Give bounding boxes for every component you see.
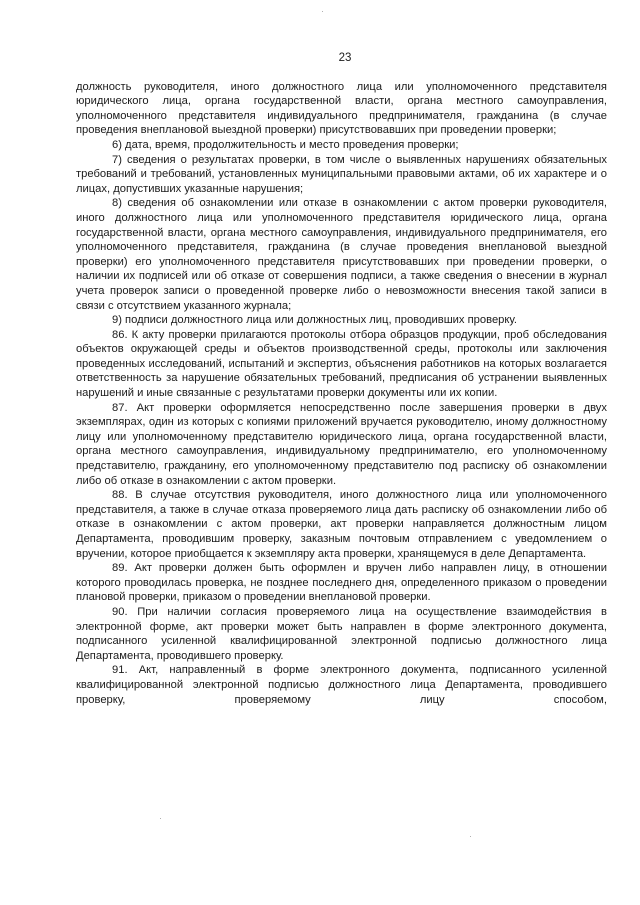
paragraph-8: 88. В случае отсутствия руководителя, иного должностного лица или уполномоченного представителя, а также в случае отказа проверяемого лица дать расписку об ознакомлении либо об отказе в ознакомлении с актом проверки, акт проверки направляется должностным лицом Департамента, проводившим проверку, заказным почтовым отправлением с уведомлением о вручении, которое приобщается к экземпляру акта проверки, хранящемуся в деле Департамента.: [76, 489, 607, 560]
paragraph-1: должность руководителя, иного должностного лица или уполномоченного представителя юридического лица, органа государственной власти, органа местного самоуправления, уполномоченного представителя индивидуального предпринимателя, гражданина (в случае проведения внеплановой выездной проверки) присутствовавших при проведении проверки;: [76, 80, 607, 137]
paragraph-9: 89. Акт проверки должен быть оформлен и вручен либо направлен лицу, в отношении которого проводилась проверка, не позднее последнего дня, определенного приказом о проведении плановой проверки, приказом о проведении внеплановой проверки.: [76, 562, 607, 604]
paragraph-3: 7) сведения о результатах проверки, в том числе о выявленных нарушениях обязательных требований и требований, установленных муниципальными правовыми актами, об их характере и о лицах, допустивших указанные нарушения;: [76, 153, 607, 195]
scan-speck: [160, 818, 161, 819]
paragraph-7: 87. Акт проверки оформляется непосредственно после завершения проверки в двух экземплярах, один из которых с копиями приложений вручается руководителю, иному должностному лицу или уполномоченному представителю юридического лица, органа государственной власти, органа местного самоуправления, индивидуальному предпринимателю, его уполномоченному представителю, гражданину, его уполномоченному представителю под расписку об ознакомлении либо об отказе в ознакомлении с актом проверки.: [76, 401, 607, 487]
document-body: [76, 80, 607, 708]
scan-speck: [322, 11, 323, 12]
paragraph-2: 6) дата, время, продолжительность и место проведения проверки;: [112, 138, 459, 151]
paragraph-11: 91. Акт, направленный в форме электронного документа, подписанного усиленной квалифицированной электронной подписью должностного лица Департамента, проводившего проверку, проверяемому лицу способом,: [76, 664, 607, 706]
paragraph-6: 86. К акту проверки прилагаются протоколы отбора образцов продукции, проб обследования объектов окружающей среды и объектов производственной среды, протоколы или заключения проведенных исследований, испытаний и экспертиз, объяснения работников на которых возлагается ответственность за нарушение обязательных требований, предписания об устранении выявленных нарушений и иные связанные с результатами проверки документы или их копии.: [76, 328, 607, 400]
page-number: 23: [338, 52, 352, 64]
paragraph-5: 9) подписи должностного лица или должностных лиц, проводивших проверку.: [112, 314, 517, 327]
scan-speck: [470, 836, 471, 837]
paragraph-10: 90. При наличии согласия проверяемого лица на осуществление взаимодействия в электронной форме, акт проверки может быть направлен в форме электронного документа, подписанного усиленной квалифицированной электронной подписью должностного лица Департамента, проводившего проверку.: [76, 605, 607, 662]
paragraph-4: 8) сведения об ознакомлении или отказе в ознакомлении с актом проверки руководителя, иного должностного лица или уполномоченного представителя юридического лица, органа государственной власти, органа местного самоуправления, индивидуального предпринимателя, его уполномоченного представителя, гражданина (в случае проведения внеплановой выездной проверки) его уполномоченного представителя присутствовавших при проведении проверки, о наличии их подписей или об отказе от совершения подписи, а также сведения о внесении в журнал учета проверок записи о проведенной проверке либо о невозможности внесения такой записи в связи с отсутствием указанного журнала;: [76, 197, 607, 312]
